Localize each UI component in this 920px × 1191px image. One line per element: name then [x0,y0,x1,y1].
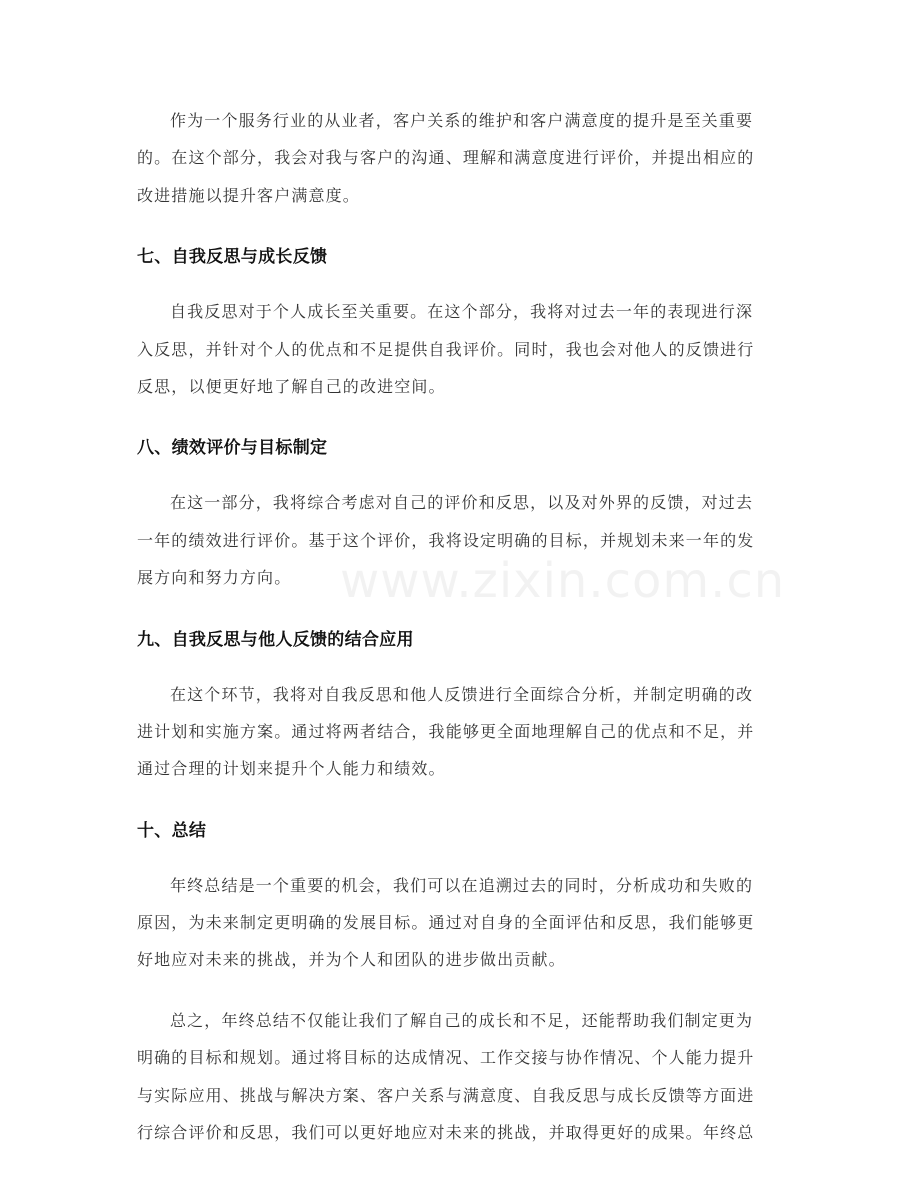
section-heading: 八、绩效评价与目标制定 [137,438,328,459]
section [137,237,787,405]
paragraph-line: 在这个环节，我将对自我反思和他人反馈进行全面综合分析，并制定明确的改 [170,684,754,704]
paragraph-line: 自我反思对于个人成长至关重要。在这个部分，我将对过去一年的表现进行深 [170,302,754,322]
paragraph [137,676,787,788]
paragraph-line: 通过合理的计划来提升个人能力和绩效。 [137,759,446,779]
paragraph-line: 展方向和努力方向。 [137,568,292,588]
paragraph-line: 的。在这个部分，我会对我与客户的沟通、理解和满意度进行评价，并提出相应的 [137,148,755,168]
section [137,620,787,788]
section [137,428,787,596]
section [137,811,787,1152]
section-heading: 九、自我反思与他人反馈的结合应用 [137,629,414,650]
paragraph [137,102,787,214]
paragraph-line: 一年的绩效进行评价。基于这个评价，我将设定明确的目标，并规划未来一年的发 [137,530,755,550]
paragraph [137,1002,787,1152]
paragraph [137,484,787,596]
section-heading: 十、总结 [137,820,207,841]
section [137,102,787,214]
paragraph-line: 反思，以便更好地了解自己的改进空间。 [137,376,446,396]
paragraph [137,293,787,405]
watermark: www.zixin.com.cn [340,553,786,609]
paragraph-line: 改进措施以提升客户满意度。 [137,185,360,205]
paragraph-line: 行综合评价和反思，我们可以更好地应对未来的挑战，并取得更好的成果。年终总 [137,1123,755,1143]
paragraph-line: 进计划和实施方案。通过将两者结合，我能够更全面地理解自己的优点和不足，并 [137,721,755,741]
paragraph-line: 年终总结是一个重要的机会，我们可以在追溯过去的同时，分析成功和失败的 [170,875,754,895]
paragraph-line: 原因，为未来制定更明确的发展目标。通过对自身的全面评估和反思，我们能够更 [137,913,755,933]
paragraph-line: 明确的目标和规划。通过将目标的达成情况、工作交接与协作情况、个人能力提升 [137,1048,755,1068]
paragraph-line: 入反思，并针对个人的优点和不足提供自我评价。同时，我也会对他人的反馈进行 [137,339,755,359]
paragraph-line: 好地应对未来的挑战，并为个人和团队的进步做出贡献。 [137,950,566,970]
section-heading: 七、自我反思与成长反馈 [137,247,328,268]
paragraph-line: 在这一部分，我将综合考虑对自己的评价和反思，以及对外界的反馈，对过去 [170,493,754,513]
paragraph-line: 与实际应用、挑战与解决方案、客户关系与满意度、自我反思与成长反馈等方面进 [137,1085,755,1105]
paragraph-line: 总之，年终总结不仅能让我们了解自己的成长和不足，还能帮助我们制定更为 [170,1010,754,1030]
document-body [137,102,787,1174]
paragraph [137,867,787,979]
paragraph-line: 作为一个服务行业的从业者，客户关系的维护和客户满意度的提升是至关重要 [170,111,754,130]
